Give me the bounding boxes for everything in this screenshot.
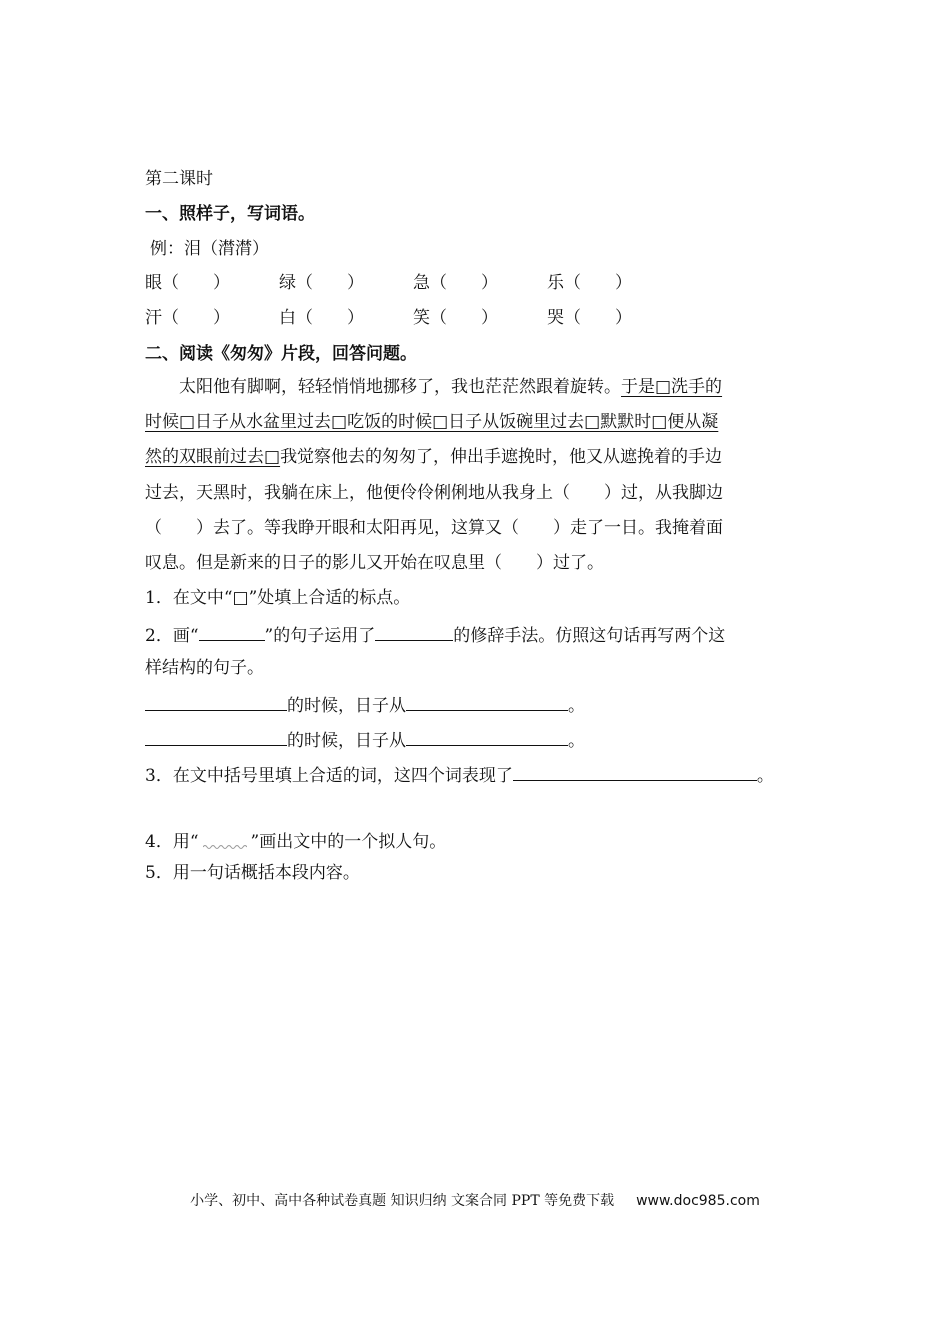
fill-text: 。: [568, 731, 585, 751]
q4-text: ”画出文中的一个拟人句。: [250, 832, 447, 852]
word-cell: 白（ ）: [279, 308, 364, 328]
word-cell: 眼（ ）: [145, 273, 230, 293]
passage-line-1: [179, 376, 722, 398]
page-footer: [0, 1192, 950, 1210]
word-cell: 绿（ ）: [279, 273, 364, 293]
footer-site-link[interactable]: www.doc985.com: [636, 1193, 760, 1209]
section1-heading: 一、照样子，写词语。: [145, 204, 315, 224]
answer-blank[interactable]: [199, 622, 265, 641]
q3-text: 3．在文中括号里填上合适的词，这四个词表现了: [145, 766, 513, 786]
fill-text: 的时候，日子从: [287, 731, 406, 751]
q4-text: 4．用“: [145, 832, 199, 852]
word-cell: 笑（ ）: [413, 308, 498, 328]
q3-text: 。: [756, 766, 774, 786]
passage-line-4: 过去，天黑时，我躺在床上，他便伶伶俐俐地从我身上（ ）过，从我脚边: [145, 483, 723, 503]
q2-text: 2．画“: [145, 626, 199, 646]
answer-blank[interactable]: [145, 727, 287, 746]
word-cell: 汗（ ）: [145, 308, 230, 328]
lesson-title: 第二课时: [145, 169, 213, 189]
question-4: [145, 831, 446, 853]
fill-text: 。: [568, 696, 585, 716]
passage-text: 我觉察他去的匆匆了，伸出手遮挽时，他又从遮挽着的手边: [280, 447, 723, 467]
q2-text: 的修辞手法。仿照这句话再写两个这: [453, 626, 726, 646]
answer-blank[interactable]: [513, 762, 757, 781]
question-5: 5．用一句话概括本段内容。: [145, 863, 360, 883]
answer-blank[interactable]: [145, 692, 287, 711]
section2-heading: 二、阅读《匆匆》片段，回答问题。: [145, 344, 417, 364]
answer-blank[interactable]: [406, 692, 568, 711]
answer-blank[interactable]: [375, 622, 453, 641]
question-2-line-2: 样结构的句子。: [145, 658, 264, 678]
footer-text: 小学、初中、高中各种试卷真题 知识归纳 文案合同 PPT 等免费下载: [190, 1193, 615, 1209]
word-cell: 哭（ ）: [547, 308, 632, 328]
word-cell: 急（ ）: [413, 273, 498, 293]
underlined-sentence: 于是□洗手的: [621, 377, 723, 397]
question-3: [145, 762, 774, 787]
passage-text: 太阳他有脚啊，轻轻悄悄地挪移了，我也茫茫然跟着旋转。: [179, 377, 621, 397]
passage-line-6: 叹息。但是新来的日子的影儿又开始在叹息里（ ）过了。: [145, 553, 604, 573]
fill-sentence-1: [145, 692, 585, 717]
passage-line-5: （ ）去了。等我睁开眼和太阳再见，这算又（ ）走了一日。我掩着面: [145, 518, 723, 538]
word-cell: 乐（ ）: [547, 273, 632, 293]
section1-example: 例：泪（潸潸）: [150, 239, 269, 259]
question-2: [145, 622, 725, 647]
fill-sentence-2: [145, 727, 585, 752]
fill-text: 的时候，日子从: [287, 696, 406, 716]
underlined-sentence: 然的双眼前过去□: [145, 447, 281, 467]
question-1: 1．在文中“□”处填上合适的标点。: [145, 588, 411, 608]
wavy-line-icon: [199, 831, 251, 847]
q2-text: ”的句子运用了: [264, 626, 376, 646]
passage-line-3: [145, 446, 722, 468]
answer-blank[interactable]: [406, 727, 568, 746]
passage-line-2: 时候□日子从水盆里过去□吃饭的时候□日子从饭碗里过去□默默时□便从凝: [145, 412, 719, 432]
